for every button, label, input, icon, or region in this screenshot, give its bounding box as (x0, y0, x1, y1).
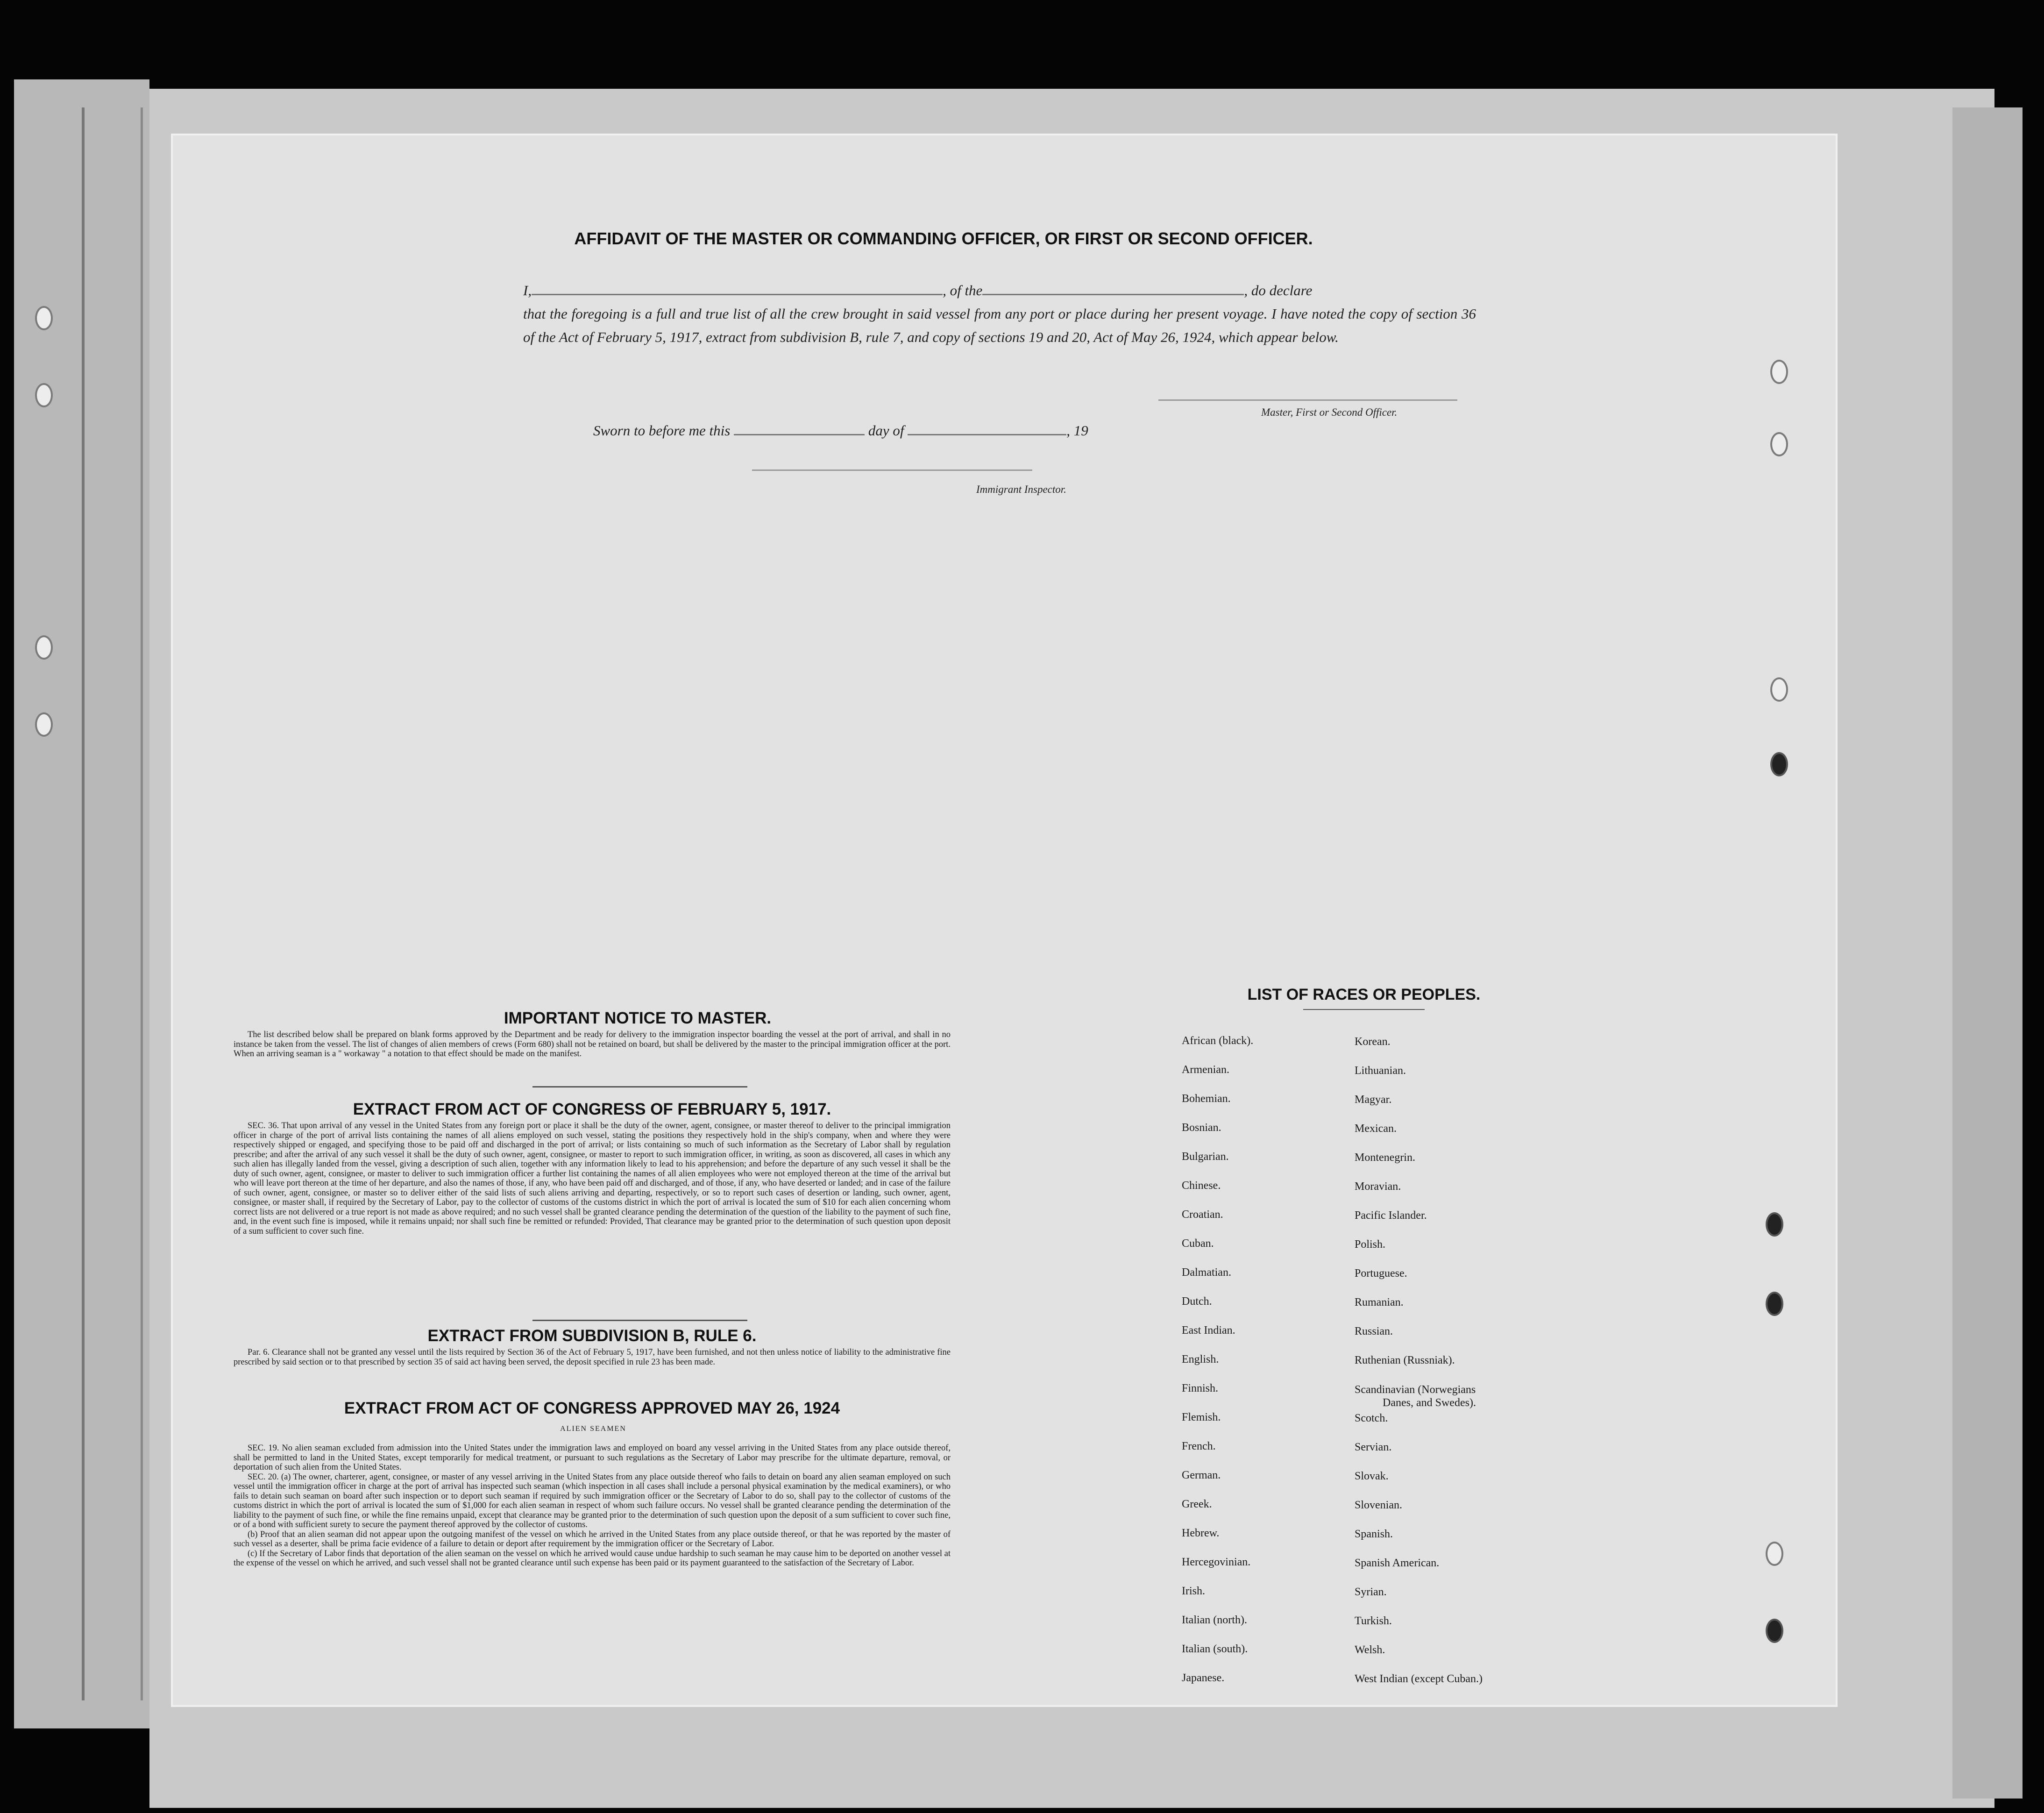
race-item: Syrian. (1355, 1586, 1387, 1598)
race-item: Spanish American. (1355, 1557, 1440, 1569)
punch-hole (35, 712, 53, 737)
punch-hole (1766, 1212, 1783, 1237)
race-item: Slovak. (1355, 1470, 1389, 1482)
extract-1924-subtitle: ALIEN SEAMEN (560, 1425, 626, 1433)
punch-hole (35, 635, 53, 660)
race-item: Italian (north). (1182, 1614, 1247, 1626)
race-item: Hebrew. (1182, 1527, 1220, 1539)
affidavit-title: AFFIDAVIT OF THE MASTER OR COMMANDING OFFICER, OR FIRST OR SECOND OFFICER. (574, 229, 1313, 248)
races-title: LIST OF RACES OR PEOPLES. (1247, 986, 1481, 1003)
divider (532, 1320, 747, 1321)
affidavit-text (523, 278, 1476, 349)
race-item: Hercegovinian. (1182, 1556, 1251, 1568)
divider (532, 1086, 747, 1088)
punch-hole (1770, 360, 1788, 384)
punch-hole (1766, 1292, 1783, 1316)
race-item: Rumanian. (1355, 1296, 1404, 1308)
punch-hole (1770, 752, 1788, 776)
race-item: Moravian. (1355, 1180, 1401, 1193)
punch-hole (1766, 1619, 1783, 1643)
race-item: Scandinavian (Norwegians Danes, and Swedes). (1355, 1384, 1476, 1409)
race-item: Dalmatian. (1182, 1266, 1231, 1279)
race-item: Polish. (1355, 1238, 1386, 1251)
sworn-day-field[interactable] (734, 418, 865, 435)
inspector-caption: Immigrant Inspector. (976, 483, 1066, 495)
race-item: Armenian. (1182, 1064, 1229, 1076)
sworn-statement: Sworn to before me this day of , 19 (593, 418, 1088, 439)
race-item: Spanish. (1355, 1528, 1393, 1540)
race-item: Ruthenian (Russniak). (1355, 1354, 1455, 1366)
race-item: Croatian. (1182, 1209, 1223, 1221)
binding-edge (82, 107, 143, 1700)
race-item: Italian (south). (1182, 1643, 1248, 1655)
race-item: Finnish. (1182, 1382, 1219, 1394)
punch-hole (1770, 677, 1788, 702)
race-item: Japanese. (1182, 1672, 1225, 1684)
sworn-month-field[interactable] (908, 418, 1066, 435)
back-page-right-edge (1952, 107, 2023, 1799)
signature-caption: Master, First or Second Officer. (1261, 406, 1398, 418)
race-item: Dutch. (1182, 1295, 1212, 1308)
race-item: English. (1182, 1353, 1219, 1365)
race-item: Korean. (1355, 1036, 1391, 1048)
race-item: Bulgarian. (1182, 1151, 1229, 1163)
extract-1924-body: SEC. 19. No alien seaman excluded from admission into the United States under the immigration laws and employed on board any vessel arriving in the United States from any place outside thereof, shall be permitted to land in the United States, except temporarily for medical treatment, or pursuant to such regulations as the Secretary of Labor may prescribe for the ultimate departure, removal, or deportation of such alien from the United States. SEC. 20. (a) The owner, charterer, agent, consignee, or master of any vessel arriving in the United States from any place outside thereof who fails to detain on board any alien seaman employed on such vessel until the immigration officer in charge at the port of arrival has inspected such seaman (which inspection in all cases shall include a personal physical examination by the medical examiners), or who fails to detain such seaman on board after such inspection or to deport such seaman if required by such immigration officer or the Secretary of Labor to do so, shall pay to the collector of customs of the customs district in which the port of arrival is located the sum of $1,000 for each alien seaman in respect of whom such failure occurs. No vessel shall be granted clearance pending the determination of the liability to the payment of such fine, or while the fine remains unpaid, except that clearance may be granted prior to the determination of such question upon the deposit of a sum sufficient to cover such fine, or of a bond with sufficient surety to secure the payment thereof approved by the collector of customs. (b) Proof that an alien seaman did not appear upon the outgoing manifest of the vessel on which he arrived in the United States from any place outside thereof, or that he was reported by the master of such vessel as a deserter, shall be prima facie evidence of a failure to detain or deport after requirement by the immigration officer or the Secretary of Labor. (c) If the Secretary of Labor finds that deportation of the alien seaman on the vessel on which he arrived would cause undue hardship to such seaman he may cause him to be deported on another vessel at the expense of the vessel on which he arrived, and such vessel shall not be granted clearance until such expense has been paid or its payment guaranteed to the satisfaction of the Secretary of Labor. (234, 1443, 951, 1568)
race-item: Flemish. (1182, 1411, 1221, 1423)
race-item: Pacific Islander. (1355, 1209, 1427, 1222)
notice-body: The list described below shall be prepared on blank forms approved by the Department and be ready for delivery to the immigration inspector boarding the vessel at the port of arrival, and shall in no instance be taken from the vessel. The list of changes of alien members of crews (Form 680) shall not be retained on board, but shall be delivered by the master to the principal immigration officer at the port. When an arriving seaman is a " workaway " a notation to that effect should be made on the manifest. (234, 1030, 951, 1059)
race-item: Servian. (1355, 1441, 1392, 1453)
race-item: Magyar. (1355, 1094, 1392, 1106)
race-item: Chinese. (1182, 1180, 1221, 1192)
punch-hole (1766, 1542, 1783, 1566)
race-item: Bosnian. (1182, 1122, 1221, 1134)
notice-title: IMPORTANT NOTICE TO MASTER. (504, 1009, 772, 1027)
punch-hole (35, 383, 53, 407)
extract-1917-title: EXTRACT FROM ACT OF CONGRESS OF FEBRUARY 5, 1917. (353, 1100, 831, 1118)
punch-hole (1770, 432, 1788, 456)
race-item: African (black). (1182, 1035, 1254, 1047)
punch-hole (35, 306, 53, 330)
name-field[interactable] (532, 278, 943, 295)
signature-line[interactable] (1158, 399, 1457, 401)
affidavit-body: that the foregoing is a full and true list of all the crew brought in said vessel from any port or place during her present voyage. I have noted the copy of section 36 of the Act of February 5, 1917, extract from subdivision B, rule 7, and copy of sections 19 and 20, Act of May 26, 1924, which appear below. (523, 306, 1476, 345)
race-item: East Indian. (1182, 1324, 1235, 1337)
race-item: Scotch. (1355, 1412, 1388, 1424)
race-item: Montenegrin. (1355, 1152, 1415, 1164)
race-item: Russian. (1355, 1325, 1393, 1337)
extract-rule6-title: EXTRACT FROM SUBDIVISION B, RULE 6. (427, 1327, 757, 1345)
race-item: Welsh. (1355, 1644, 1385, 1656)
race-item: Lithuanian. (1355, 1065, 1406, 1077)
race-item: Slovenian. (1355, 1499, 1402, 1511)
race-item: Cuban. (1182, 1237, 1214, 1250)
race-item: Turkish. (1355, 1615, 1392, 1627)
race-item: Greek. (1182, 1498, 1212, 1510)
race-item: French. (1182, 1440, 1216, 1452)
races-column-1 (1182, 1035, 1253, 1701)
race-item: Irish. (1182, 1585, 1205, 1597)
race-item: West Indian (except Cuban.) (1355, 1673, 1483, 1685)
race-item: Portuguese. (1355, 1267, 1407, 1280)
affidavit-declaration-line: I, , of the , do declare (523, 278, 1476, 302)
divider (1303, 1009, 1425, 1010)
vessel-field[interactable] (982, 278, 1244, 295)
races-column-2 (1355, 1036, 1483, 1702)
race-item: German. (1182, 1469, 1221, 1481)
inspector-signature-line[interactable] (752, 469, 1032, 471)
extract-1917-body: SEC. 36. That upon arrival of any vessel in the United States from any foreign port or place it shall be the duty of the owner, agent, consignee, or master thereof to deliver to the principal immigration officer in charge of the port of arrival lists containing the names of all aliens employed on such vessel, stating the positions they respectively hold in the ship's company, when and where they were respectively shipped or engaged, and specifying those to be paid off and discharged in the port of arrival; or lists containing so much of such information as the Secretary of Labor shall by regulation prescribe; and after the arrival of any such vessel it shall be the duty of such owner, agent, consignee, or master to report to such immigration officer, in writing, as soon as discovered, all cases in which any such alien has illegally landed from the vessel, giving a description of such alien, together with any information likely to lead to his apprehension; and before the departure of any such vessel it shall be the duty of such owner, agent, consignee, or master to deliver to such immigration officer a further list containing the names of all alien employees who were not employed thereon at the time of the arrival but who will leave port thereon at the time of her departure, and also the names of those, if any, who have been paid off and discharged, and of those, if any, who have deserted or landed; and in case of the failure of such owner, agent, consignee, or master so to deliver either of the said lists of such aliens arriving and departing, respectively, or so to report such cases of desertion or landing, such owner, agent, consignee, or master shall, if required by the Secretary of Labor, pay to the collector of customs of the customs district in which the port of arrival is located the sum of $10 for each alien concerning whom correct lists are not delivered or a true report is not made as above required; and no such vessel shall be granted clearance pending the determination of the question of the liability to the payment of such fine, and, in the event such fine is imposed, while it remains unpaid; nor shall such fine be remitted or refunded: Provided, That clearance may be granted prior to the determination of such question upon deposit of a sum sufficient to cover such fine. (234, 1121, 951, 1236)
extract-rule6-body: Par. 6. Clearance shall not be granted any vessel until the lists required by Section 36 of the Act of February 5, 1917, have been furnished, and not then unless notice of liability to the administrative fine prescribed by said section or to that prescribed by section 35 of said act having been served, the deposit specified in rule 23 has been made. (234, 1348, 951, 1367)
race-item: Mexican. (1355, 1123, 1397, 1135)
race-item: Bohemian. (1182, 1093, 1231, 1105)
extract-1924-title: EXTRACT FROM ACT OF CONGRESS APPROVED MAY 26, 1924 (344, 1399, 840, 1417)
